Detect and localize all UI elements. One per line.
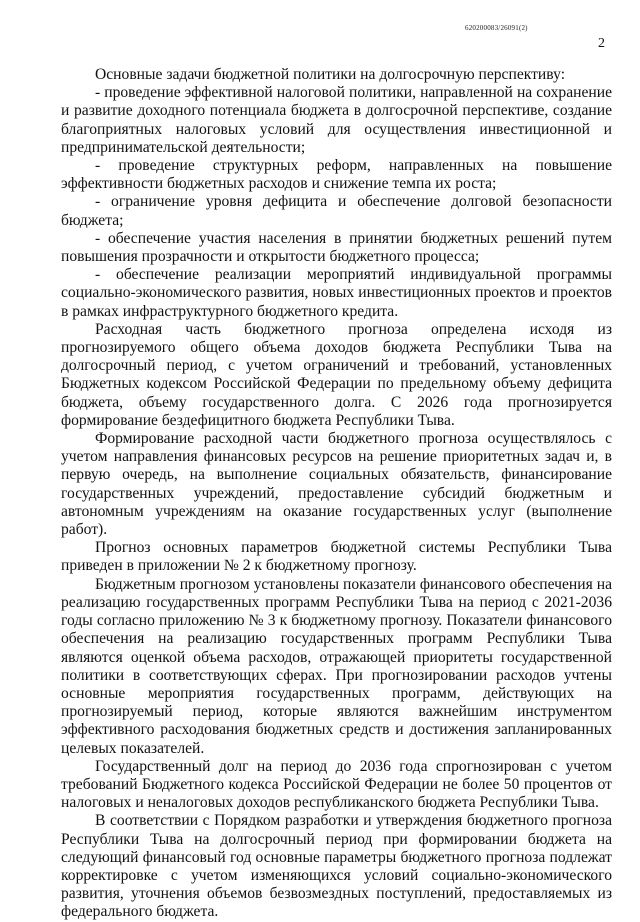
- document-body: [61, 66, 612, 922]
- paragraph-task-structural-reforms: - проведение структурных реформ, направленных на повышение эффективности бюджетных расходов и снижение темпа их роста;: [61, 157, 612, 193]
- paragraph-task-participation: - обеспечение участия населения в принятии бюджетных решений путем повышения прозрачности и открытости бюджетного процесса;: [61, 229, 612, 266]
- paragraph-adjustment: В соответствии с Порядком разработки и утверждения бюджетного прогноза Республики Тыва на долгосрочный период при формировании бюджета на следующий финансовый год основные параметры бюджетного прогноза подлежат корректировке с учетом изменяющихся условий социально-экономического развития, уточнения объемов безвозмездных поступлений, предоставляемых из федерального бюджета.: [61, 812, 612, 921]
- page-number: 2: [598, 36, 605, 51]
- paragraph-intro: Основные задачи бюджетной политики на долгосрочную перспективу:: [95, 66, 566, 83]
- paragraph-state-debt: Государственный долг на период до 2036 года спрогнозирован с учетом требований Бюджетного кодекса Российской Федерации не более 50 процентов от налоговых и неналоговых доходов республиканского бюджета Республики Тыва.: [61, 757, 612, 812]
- document-id: 620200083/26091(2): [465, 24, 528, 32]
- paragraph-expenditure-formation: Формирование расходной части бюджетного прогноза осуществлялось с учетом направления финансовых ресурсов на решение приоритетных задач и, в первую очередь, на выполнение социальных обязательств, финансирование государственных учреждений, предоставление субсидий бюджетным и автономным учреждениям на оказание государственных услуг (выполнение работ).: [61, 430, 612, 539]
- paragraph-expenditure: Расходная часть бюджетного прогноза определена исходя из прогнозируемого общего объема доходов бюджета Республики Тыва на долгосрочный период, с учетом ограничений и требований, установленных Бюджетных кодексом Российской Федерации по предельному объему дефицита бюджета, объему государственного долга. С 2026 года прогнозируется формирование бездефицитного бюджета Республики Тыва.: [61, 320, 612, 429]
- paragraph-task-program: - обеспечение реализации мероприятий индивидуальной программы социально-экономического развития, новых инвестиционных проектов и проектов в рамках инфраструктурного бюджетного кредита.: [61, 266, 612, 320]
- paragraph-task-deficit: - ограничение уровня дефицита и обеспечение долговой безопасности бюджета;: [61, 193, 612, 229]
- paragraph-task-tax-policy: - проведение эффективной налоговой политики, направленной на сохранение и развитие доходного потенциала бюджета в долгосрочной перспективе, создание благоприятных налоговых условий для осуществления инвестиционной и предпринимательской деятельности;: [61, 84, 612, 156]
- paragraph-forecast-appendix: Прогноз основных параметров бюджетной системы Республики Тыва приведен в приложении № 2 к бюджетному прогнозу.: [61, 539, 612, 575]
- paragraph-state-programs: Бюджетным прогнозом установлены показатели финансового обеспечения на реализацию государственных программ Республики Тыва на период с 2021-2036 годы согласно приложению № 3 к бюджетному прогнозу. Показатели финансового обеспечения на реализацию государственных программ Республики Тыва являются оценкой объема расходов, отражающей приоритеты государственной политики в соответствующих сферах. При прогнозировании расходов учтены основные мероприятия государственных программ, действующих на прогнозируемый период, которые являются важнейшим инструментом эффективного расходования бюджетных средств и достижения запланированных целевых показателей.: [61, 575, 612, 757]
